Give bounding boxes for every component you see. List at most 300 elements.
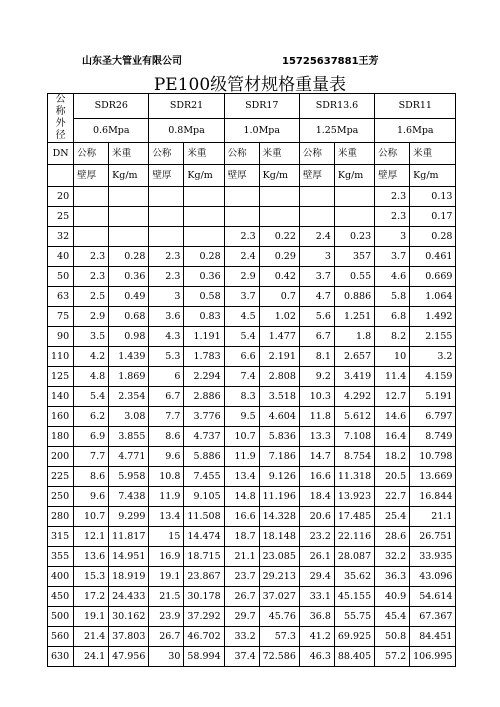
dn-cell: 40 <box>48 247 74 267</box>
wall-thickness-cell: 18.7 <box>224 527 259 547</box>
pipe-spec-table <box>47 93 456 667</box>
dn-cell: 630 <box>48 647 74 667</box>
weight-cell: 29.213 <box>259 567 299 587</box>
dn-cell: 125 <box>48 367 74 387</box>
weight-cell: 1.783 <box>184 347 224 367</box>
sdr-header: SDR26 <box>74 94 149 119</box>
weight-cell: 17.485 <box>334 507 374 527</box>
contact-info: 15725637881王芳 <box>282 56 379 67</box>
weight-cell: 1.477 <box>259 327 299 347</box>
wall-thickness-cell: 11.9 <box>149 487 184 507</box>
sdr-row <box>48 94 456 119</box>
wall-thickness-cell: 11.8 <box>299 407 334 427</box>
weight-cell: 35.62 <box>334 567 374 587</box>
wall-thickness-cell: 4.5 <box>224 307 259 327</box>
pressure-header: 1.0Mpa <box>224 118 299 143</box>
sub-header-wall: 公称 <box>74 143 109 165</box>
wall-thickness-cell: 57.2 <box>375 647 410 667</box>
wall-thickness-cell: 8.6 <box>149 427 184 447</box>
table-row <box>48 587 456 607</box>
wall-thickness-cell: 9.5 <box>224 407 259 427</box>
dn-label: DN <box>48 143 74 165</box>
wall-thickness-cell <box>299 187 334 207</box>
weight-cell: 30.178 <box>184 587 224 607</box>
weight-cell: 9.126 <box>259 467 299 487</box>
weight-cell: 0.23 <box>334 227 374 247</box>
sub-header-wall: 公称 <box>299 143 334 165</box>
wall-thickness-cell: 5.8 <box>375 287 410 307</box>
weight-cell: 0.36 <box>109 267 149 287</box>
weight-cell: 0.49 <box>109 287 149 307</box>
wall-thickness-cell: 20.6 <box>299 507 334 527</box>
wall-thickness-cell: 41.2 <box>299 627 334 647</box>
table-row <box>48 347 456 367</box>
table-row <box>48 467 456 487</box>
dn-cell: 63 <box>48 287 74 307</box>
wall-thickness-cell: 3.7 <box>299 267 334 287</box>
weight-cell: 37.292 <box>184 607 224 627</box>
weight-cell: 37.027 <box>259 587 299 607</box>
weight-cell: 84.451 <box>410 627 456 647</box>
table-row <box>48 607 456 627</box>
table-row <box>48 507 456 527</box>
weight-cell <box>109 207 149 227</box>
sub-header-weight: 米重 <box>109 143 149 165</box>
weight-cell: 14.474 <box>184 527 224 547</box>
weight-cell: 45.76 <box>259 607 299 627</box>
wall-thickness-cell: 7.7 <box>74 447 109 467</box>
weight-cell: 4.737 <box>184 427 224 447</box>
wall-thickness-cell: 8.3 <box>224 387 259 407</box>
dn-header-cell <box>48 94 74 143</box>
wall-thickness-cell: 29.4 <box>299 567 334 587</box>
wall-thickness-cell: 4.6 <box>375 267 410 287</box>
weight-cell: 1.251 <box>334 307 374 327</box>
wall-thickness-cell: 3 <box>299 247 334 267</box>
weight-cell: 8.754 <box>334 447 374 467</box>
table-row <box>48 187 456 207</box>
wall-thickness-cell: 29.7 <box>224 607 259 627</box>
dn-cell: 400 <box>48 567 74 587</box>
weight-cell: 57.3 <box>259 627 299 647</box>
sub-header-wall-unit: 壁厚 <box>299 165 334 187</box>
wall-thickness-cell: 2.3 <box>74 247 109 267</box>
subheader-bottom-row <box>48 165 456 187</box>
wall-thickness-cell: 45.4 <box>375 607 410 627</box>
weight-cell: 6.797 <box>410 407 456 427</box>
wall-thickness-cell: 13.3 <box>299 427 334 447</box>
weight-cell: 7.438 <box>109 487 149 507</box>
weight-cell: 69.925 <box>334 627 374 647</box>
wall-thickness-cell: 15 <box>149 527 184 547</box>
weight-cell: 23.867 <box>184 567 224 587</box>
wall-thickness-cell: 21.5 <box>149 587 184 607</box>
wall-thickness-cell: 2.3 <box>375 207 410 227</box>
wall-thickness-cell: 2.3 <box>375 187 410 207</box>
table-row <box>48 527 456 547</box>
weight-cell: 3.776 <box>184 407 224 427</box>
wall-thickness-cell: 13.4 <box>149 507 184 527</box>
wall-thickness-cell: 23.2 <box>299 527 334 547</box>
weight-cell: 7.455 <box>184 467 224 487</box>
wall-thickness-cell: 6 <box>149 367 184 387</box>
sub-header-wall: 公称 <box>224 143 259 165</box>
wall-thickness-cell: 16.6 <box>299 467 334 487</box>
table-row <box>48 227 456 247</box>
table-row <box>48 427 456 447</box>
wall-thickness-cell <box>149 187 184 207</box>
weight-cell: 13.923 <box>334 487 374 507</box>
weight-cell: 10.798 <box>410 447 456 467</box>
wall-thickness-cell: 24.1 <box>74 647 109 667</box>
table-row <box>48 247 456 267</box>
wall-thickness-cell: 33.2 <box>224 627 259 647</box>
pressure-header: 1.25Mpa <box>299 118 374 143</box>
dn-cell: 280 <box>48 507 74 527</box>
wall-thickness-cell: 2.3 <box>74 267 109 287</box>
dn-cell: 225 <box>48 467 74 487</box>
wall-thickness-cell: 17.2 <box>74 587 109 607</box>
wall-thickness-cell: 4.7 <box>299 287 334 307</box>
wall-thickness-cell: 2.4 <box>224 247 259 267</box>
wall-thickness-cell: 2.3 <box>224 227 259 247</box>
corner-char: 公 <box>55 94 66 105</box>
wall-thickness-cell: 33.1 <box>299 587 334 607</box>
wall-thickness-cell: 6.7 <box>299 327 334 347</box>
weight-cell: 47.956 <box>109 647 149 667</box>
wall-thickness-cell: 5.3 <box>149 347 184 367</box>
dn-cell: 75 <box>48 307 74 327</box>
weight-cell: 2.191 <box>259 347 299 367</box>
subheader-top-row <box>48 143 456 165</box>
weight-cell: 8.749 <box>410 427 456 447</box>
wall-thickness-cell: 2.3 <box>149 267 184 287</box>
dn-cell: 32 <box>48 227 74 247</box>
dn-cell: 200 <box>48 447 74 467</box>
wall-thickness-cell <box>149 207 184 227</box>
weight-cell <box>259 187 299 207</box>
weight-cell: 43.096 <box>410 567 456 587</box>
table-row <box>48 647 456 667</box>
wall-thickness-cell: 32.2 <box>375 547 410 567</box>
wall-thickness-cell: 26.1 <box>299 547 334 567</box>
table-row <box>48 387 456 407</box>
weight-cell: 9.299 <box>109 507 149 527</box>
table-row <box>48 367 456 387</box>
wall-thickness-cell: 9.6 <box>74 487 109 507</box>
wall-thickness-cell: 23.7 <box>224 567 259 587</box>
wall-thickness-cell: 21.4 <box>74 627 109 647</box>
dn-cell: 20 <box>48 187 74 207</box>
wall-thickness-cell: 8.6 <box>74 467 109 487</box>
sub-header-wall: 公称 <box>375 143 410 165</box>
weight-cell: 1.064 <box>410 287 456 307</box>
weight-cell <box>109 227 149 247</box>
weight-cell: 18.919 <box>109 567 149 587</box>
wall-thickness-cell: 20.5 <box>375 467 410 487</box>
weight-cell: 0.13 <box>410 187 456 207</box>
weight-cell: 5.836 <box>259 427 299 447</box>
weight-cell: 18.715 <box>184 547 224 567</box>
weight-cell: 46.702 <box>184 627 224 647</box>
table-row <box>48 267 456 287</box>
wall-thickness-cell: 2.9 <box>224 267 259 287</box>
weight-cell: 30.162 <box>109 607 149 627</box>
weight-cell <box>184 207 224 227</box>
sub-header-wall-unit: 壁厚 <box>375 165 410 187</box>
dn-cell: 180 <box>48 427 74 447</box>
table-row <box>48 327 456 347</box>
table-body <box>48 187 456 667</box>
weight-cell: 13.669 <box>410 467 456 487</box>
wall-thickness-cell: 22.7 <box>375 487 410 507</box>
wall-thickness-cell: 2.9 <box>74 307 109 327</box>
wall-thickness-cell: 5.6 <box>299 307 334 327</box>
wall-thickness-cell: 3.6 <box>149 307 184 327</box>
weight-cell: 4.292 <box>334 387 374 407</box>
wall-thickness-cell: 9.6 <box>149 447 184 467</box>
weight-cell: 1.492 <box>410 307 456 327</box>
sub-header-weight-unit: Kg/m <box>184 165 224 187</box>
corner-char: 径 <box>55 130 66 141</box>
wall-thickness-cell: 6.7 <box>149 387 184 407</box>
page-title: PE100级管材规格重量表 <box>153 75 347 95</box>
weight-cell <box>334 187 374 207</box>
weight-cell <box>334 207 374 227</box>
weight-cell: 26.751 <box>410 527 456 547</box>
weight-cell <box>259 207 299 227</box>
weight-cell: 37.803 <box>109 627 149 647</box>
wall-thickness-cell: 2.4 <box>299 227 334 247</box>
sub-header-weight: 米重 <box>259 143 299 165</box>
table-row <box>48 287 456 307</box>
wall-thickness-cell: 36.3 <box>375 567 410 587</box>
weight-cell: 7.108 <box>334 427 374 447</box>
weight-cell <box>184 187 224 207</box>
weight-cell: 1.869 <box>109 367 149 387</box>
wall-thickness-cell: 14.7 <box>299 447 334 467</box>
weight-cell: 3.08 <box>109 407 149 427</box>
weight-cell: 0.17 <box>410 207 456 227</box>
wall-thickness-cell: 9.2 <box>299 367 334 387</box>
weight-cell: 7.186 <box>259 447 299 467</box>
wall-thickness-cell <box>74 187 109 207</box>
wall-thickness-cell: 12.7 <box>375 387 410 407</box>
weight-cell: 3.419 <box>334 367 374 387</box>
dn-cell: 90 <box>48 327 74 347</box>
dn-cell: 50 <box>48 267 74 287</box>
wall-thickness-cell: 14.8 <box>224 487 259 507</box>
weight-cell: 2.657 <box>334 347 374 367</box>
weight-cell: 0.461 <box>410 247 456 267</box>
wall-thickness-cell: 13.4 <box>224 467 259 487</box>
dn-cell: 315 <box>48 527 74 547</box>
weight-cell: 88.405 <box>334 647 374 667</box>
dn-cell: 110 <box>48 347 74 367</box>
wall-thickness-cell: 11.9 <box>224 447 259 467</box>
wall-thickness-cell: 25.4 <box>375 507 410 527</box>
weight-cell: 28.087 <box>334 547 374 567</box>
weight-cell: 0.669 <box>410 267 456 287</box>
weight-cell: 18.148 <box>259 527 299 547</box>
pressure-header: 0.8Mpa <box>149 118 224 143</box>
weight-cell: 2.294 <box>184 367 224 387</box>
weight-cell: 3.2 <box>410 347 456 367</box>
weight-cell: 106.995 <box>410 647 456 667</box>
wall-thickness-cell: 18.4 <box>299 487 334 507</box>
table-row <box>48 407 456 427</box>
sub-header-weight-unit: Kg/m <box>259 165 299 187</box>
weight-cell: 2.808 <box>259 367 299 387</box>
weight-cell: 11.196 <box>259 487 299 507</box>
wall-thickness-cell: 4.8 <box>74 367 109 387</box>
dn-cell: 500 <box>48 607 74 627</box>
weight-cell: 5.958 <box>109 467 149 487</box>
nominal-od-label <box>48 94 73 142</box>
sub-header-weight-unit: Kg/m <box>109 165 149 187</box>
wall-thickness-cell: 19.1 <box>149 567 184 587</box>
weight-cell <box>184 227 224 247</box>
wall-thickness-cell: 6.8 <box>375 307 410 327</box>
sdr-header: SDR21 <box>149 94 224 119</box>
wall-thickness-cell: 10 <box>375 347 410 367</box>
weight-cell: 0.28 <box>184 247 224 267</box>
weight-cell: 23.085 <box>259 547 299 567</box>
weight-cell: 11.817 <box>109 527 149 547</box>
sdr-header: SDR11 <box>375 94 456 119</box>
pressure-header: 1.6Mpa <box>375 118 456 143</box>
wall-thickness-cell: 2.3 <box>149 247 184 267</box>
weight-cell: 4.159 <box>410 367 456 387</box>
wall-thickness-cell: 18.2 <box>375 447 410 467</box>
weight-cell: 0.55 <box>334 267 374 287</box>
sub-header-weight: 米重 <box>410 143 456 165</box>
table-row <box>48 207 456 227</box>
wall-thickness-cell: 7.7 <box>149 407 184 427</box>
wall-thickness-cell: 36.8 <box>299 607 334 627</box>
wall-thickness-cell: 10.7 <box>74 507 109 527</box>
company-name: 山东圣大管业有限公司 <box>82 56 182 67</box>
wall-thickness-cell <box>74 227 109 247</box>
wall-thickness-cell: 3.5 <box>74 327 109 347</box>
wall-thickness-cell: 37.4 <box>224 647 259 667</box>
table-row <box>48 307 456 327</box>
dn-cell: 450 <box>48 587 74 607</box>
weight-cell: 3.518 <box>259 387 299 407</box>
weight-cell: 16.844 <box>410 487 456 507</box>
wall-thickness-cell: 6.9 <box>74 427 109 447</box>
table-row <box>48 487 456 507</box>
dn-cell: 25 <box>48 207 74 227</box>
weight-cell: 5.191 <box>410 387 456 407</box>
sub-header-wall-unit: 壁厚 <box>149 165 184 187</box>
sub-header-wall-unit: 壁厚 <box>74 165 109 187</box>
weight-cell: 0.28 <box>410 227 456 247</box>
wall-thickness-cell: 8.1 <box>299 347 334 367</box>
pressure-header: 0.6Mpa <box>74 118 149 143</box>
weight-cell: 5.886 <box>184 447 224 467</box>
weight-cell: 45.155 <box>334 587 374 607</box>
dn-cell: 250 <box>48 487 74 507</box>
wall-thickness-cell: 15.3 <box>74 567 109 587</box>
table-row <box>48 447 456 467</box>
dn-cell: 355 <box>48 547 74 567</box>
wall-thickness-cell <box>299 207 334 227</box>
weight-cell: 357 <box>334 247 374 267</box>
weight-cell: 22.116 <box>334 527 374 547</box>
weight-cell: 4.771 <box>109 447 149 467</box>
wall-thickness-cell: 19.1 <box>74 607 109 627</box>
wall-thickness-cell <box>74 207 109 227</box>
wall-thickness-cell: 8.2 <box>375 327 410 347</box>
wall-thickness-cell: 4.2 <box>74 347 109 367</box>
weight-cell: 0.98 <box>109 327 149 347</box>
weight-cell: 1.191 <box>184 327 224 347</box>
weight-cell: 0.83 <box>184 307 224 327</box>
weight-cell: 14.951 <box>109 547 149 567</box>
wall-thickness-cell: 16.9 <box>149 547 184 567</box>
wall-thickness-cell: 13.6 <box>74 547 109 567</box>
weight-cell: 0.886 <box>334 287 374 307</box>
sub-header-weight-unit: Kg/m <box>410 165 456 187</box>
wall-thickness-cell: 46.3 <box>299 647 334 667</box>
wall-thickness-cell: 10.3 <box>299 387 334 407</box>
weight-cell: 33.935 <box>410 547 456 567</box>
sub-header-weight-unit: Kg/m <box>334 165 374 187</box>
wall-thickness-cell: 30 <box>149 647 184 667</box>
wall-thickness-cell: 3.7 <box>375 247 410 267</box>
dn-cell: 160 <box>48 407 74 427</box>
weight-cell: 2.155 <box>410 327 456 347</box>
dn-label-blank <box>48 165 74 187</box>
weight-cell: 0.22 <box>259 227 299 247</box>
weight-cell: 2.886 <box>184 387 224 407</box>
weight-cell: 0.58 <box>184 287 224 307</box>
wall-thickness-cell <box>224 207 259 227</box>
dn-cell: 560 <box>48 627 74 647</box>
wall-thickness-cell: 40.9 <box>375 587 410 607</box>
wall-thickness-cell: 16.4 <box>375 427 410 447</box>
weight-cell: 1.02 <box>259 307 299 327</box>
wall-thickness-cell: 6.6 <box>224 347 259 367</box>
weight-cell: 1.8 <box>334 327 374 347</box>
wall-thickness-cell <box>149 227 184 247</box>
weight-cell: 0.36 <box>184 267 224 287</box>
weight-cell: 5.612 <box>334 407 374 427</box>
wall-thickness-cell: 3.7 <box>224 287 259 307</box>
pressure-row <box>48 118 456 143</box>
weight-cell: 11.508 <box>184 507 224 527</box>
wall-thickness-cell: 10.7 <box>224 427 259 447</box>
wall-thickness-cell: 10.8 <box>149 467 184 487</box>
weight-cell: 72.586 <box>259 647 299 667</box>
wall-thickness-cell: 23.9 <box>149 607 184 627</box>
table-row <box>48 627 456 647</box>
wall-thickness-cell <box>224 187 259 207</box>
wall-thickness-cell: 5.4 <box>224 327 259 347</box>
wall-thickness-cell: 3 <box>375 227 410 247</box>
weight-cell: 0.68 <box>109 307 149 327</box>
wall-thickness-cell: 2.5 <box>74 287 109 307</box>
weight-cell: 2.354 <box>109 387 149 407</box>
sdr-header: SDR13.6 <box>299 94 374 119</box>
sdr-header: SDR17 <box>224 94 299 119</box>
wall-thickness-cell: 50.8 <box>375 627 410 647</box>
sub-header-wall-unit: 壁厚 <box>224 165 259 187</box>
dn-cell: 140 <box>48 387 74 407</box>
wall-thickness-cell: 16.6 <box>224 507 259 527</box>
wall-thickness-cell: 28.6 <box>375 527 410 547</box>
